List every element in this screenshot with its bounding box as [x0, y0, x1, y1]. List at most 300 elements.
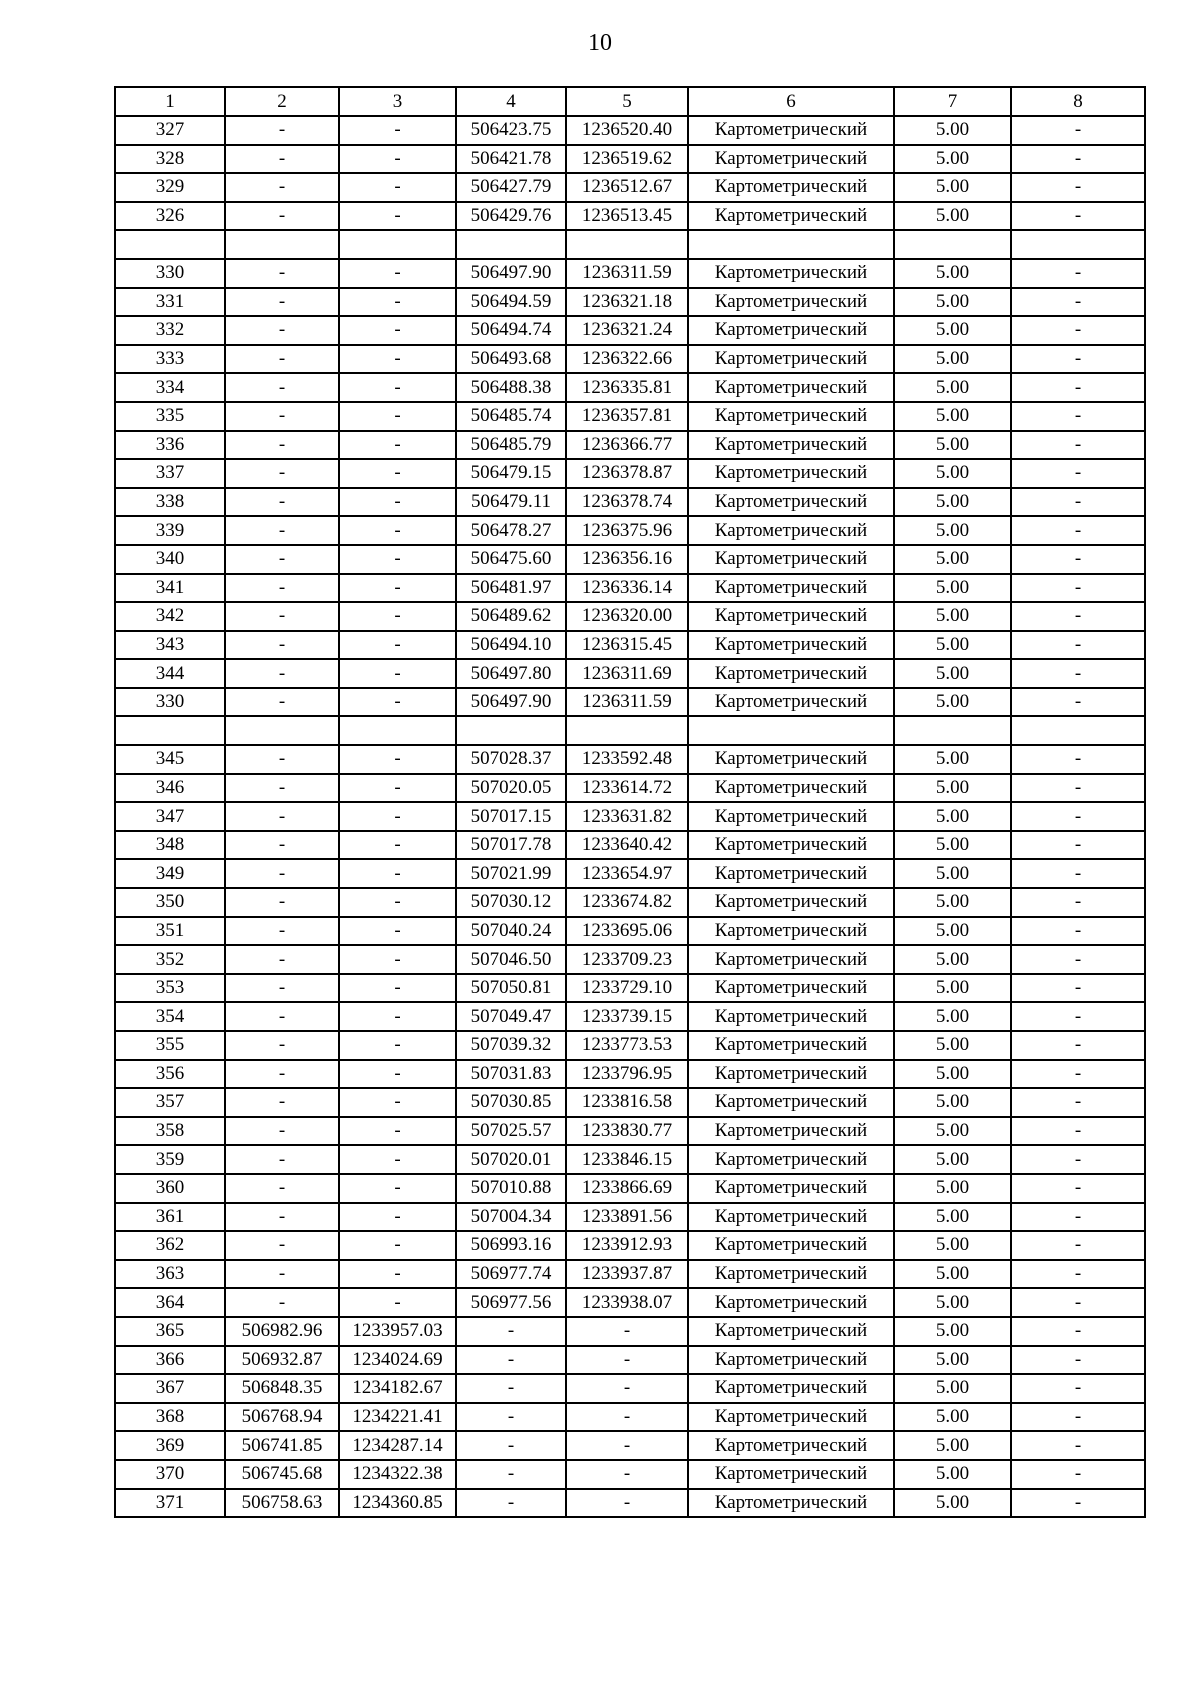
- table-cell: 336: [115, 431, 225, 460]
- table-row: [115, 888, 1145, 917]
- table-cell: 1236315.45: [566, 631, 688, 660]
- table-cell: -: [1011, 431, 1145, 460]
- table-cell: -: [225, 402, 339, 431]
- table-cell: [456, 230, 566, 259]
- table-cell: 506982.96: [225, 1317, 339, 1346]
- table-cell: 349: [115, 859, 225, 888]
- table-cell: 506489.62: [456, 602, 566, 631]
- table-cell: Картометрический: [688, 831, 894, 860]
- table-cell: -: [1011, 116, 1145, 145]
- table-cell: -: [566, 1489, 688, 1518]
- table-cell: -: [339, 631, 456, 660]
- table-cell: -: [1011, 774, 1145, 803]
- table-cell: 1234221.41: [339, 1403, 456, 1432]
- table-cell: 345: [115, 745, 225, 774]
- table-cell: Картометрический: [688, 402, 894, 431]
- table-row: [115, 688, 1145, 717]
- table-row: [115, 1403, 1145, 1432]
- table-cell: -: [339, 831, 456, 860]
- table-cell: 1233846.15: [566, 1145, 688, 1174]
- table-cell: Картометрический: [688, 431, 894, 460]
- table-cell: 5.00: [894, 1260, 1011, 1289]
- table-cell: -: [566, 1403, 688, 1432]
- table-cell: 351: [115, 917, 225, 946]
- table-cell: -: [339, 259, 456, 288]
- table-row: [115, 1260, 1145, 1289]
- table-cell: Картометрический: [688, 631, 894, 660]
- table-cell: -: [339, 945, 456, 974]
- table-cell: -: [1011, 288, 1145, 317]
- table-cell: -: [1011, 1460, 1145, 1489]
- table-cell: 1233695.06: [566, 917, 688, 946]
- table-cell: 507010.88: [456, 1174, 566, 1203]
- table-cell: 507028.37: [456, 745, 566, 774]
- table-cell: 506494.10: [456, 631, 566, 660]
- table-cell: -: [225, 688, 339, 717]
- table-cell: 507049.47: [456, 1002, 566, 1031]
- table-cell: -: [1011, 1174, 1145, 1203]
- table-cell: 5.00: [894, 774, 1011, 803]
- table-row: [115, 431, 1145, 460]
- table-cell: 5.00: [894, 745, 1011, 774]
- table-cell: [566, 716, 688, 745]
- table-cell: 334: [115, 373, 225, 402]
- table-cell: 507030.12: [456, 888, 566, 917]
- coordinates-table: [114, 86, 1146, 1518]
- table-cell: -: [225, 1002, 339, 1031]
- table-cell: 507017.78: [456, 831, 566, 860]
- table-cell: -: [225, 1088, 339, 1117]
- table-cell: -: [456, 1431, 566, 1460]
- table-cell: -: [456, 1460, 566, 1489]
- table-row: [115, 1231, 1145, 1260]
- table-cell: -: [225, 802, 339, 831]
- table-cell: 5.00: [894, 831, 1011, 860]
- table-cell: 330: [115, 259, 225, 288]
- table-cell: Картометрический: [688, 1117, 894, 1146]
- table-cell: -: [1011, 1260, 1145, 1289]
- table-cell: 507025.57: [456, 1117, 566, 1146]
- table-cell: -: [339, 802, 456, 831]
- table-cell: Картометрический: [688, 1288, 894, 1317]
- table-cell: 332: [115, 316, 225, 345]
- table-cell: -: [1011, 259, 1145, 288]
- table-cell: -: [339, 431, 456, 460]
- table-cell: -: [225, 745, 339, 774]
- table-cell: -: [1011, 145, 1145, 174]
- table-cell: Картометрический: [688, 688, 894, 717]
- table-cell: Картометрический: [688, 859, 894, 888]
- table-cell: 5.00: [894, 631, 1011, 660]
- table-cell: 331: [115, 288, 225, 317]
- table-cell: -: [1011, 1288, 1145, 1317]
- table-cell: 5.00: [894, 488, 1011, 517]
- table-cell: -: [339, 602, 456, 631]
- table-row: [115, 459, 1145, 488]
- table-cell: -: [225, 602, 339, 631]
- table-cell: 506768.94: [225, 1403, 339, 1432]
- table-cell: 507031.83: [456, 1060, 566, 1089]
- table-cell: 506429.76: [456, 202, 566, 231]
- table-cell: 5.00: [894, 145, 1011, 174]
- table-cell: -: [1011, 1203, 1145, 1232]
- table-cell: -: [225, 259, 339, 288]
- table-cell: Картометрический: [688, 1031, 894, 1060]
- table-row: [115, 745, 1145, 774]
- table-cell: -: [1011, 545, 1145, 574]
- table-cell: 506485.74: [456, 402, 566, 431]
- table-cell: 335: [115, 402, 225, 431]
- page-number: 10: [588, 30, 612, 56]
- table-cell: 327: [115, 116, 225, 145]
- table-cell: 506475.60: [456, 545, 566, 574]
- table-cell: -: [339, 288, 456, 317]
- table-cell: 5.00: [894, 1431, 1011, 1460]
- table-cell: 1233592.48: [566, 745, 688, 774]
- table-cell: [566, 230, 688, 259]
- table-row: [115, 173, 1145, 202]
- table-cell: 5.00: [894, 1374, 1011, 1403]
- table-cell: 1236378.74: [566, 488, 688, 517]
- table-cell: -: [456, 1317, 566, 1346]
- table-cell: [688, 716, 894, 745]
- table-cell: 1233739.15: [566, 1002, 688, 1031]
- table-cell: 1233830.77: [566, 1117, 688, 1146]
- table-cell: 362: [115, 1231, 225, 1260]
- table-cell: 5.00: [894, 1031, 1011, 1060]
- table-cell: -: [1011, 859, 1145, 888]
- table-cell: -: [1011, 1031, 1145, 1060]
- table-cell: Картометрический: [688, 516, 894, 545]
- table-cell: -: [225, 1145, 339, 1174]
- table-cell: -: [225, 1060, 339, 1089]
- table-cell: 346: [115, 774, 225, 803]
- table-cell: Картометрический: [688, 802, 894, 831]
- table-cell: -: [225, 1174, 339, 1203]
- table-cell: -: [1011, 802, 1145, 831]
- column-header: 4: [456, 87, 566, 116]
- table-cell: Картометрический: [688, 745, 894, 774]
- table-cell: -: [339, 774, 456, 803]
- table-cell: 5.00: [894, 1174, 1011, 1203]
- table-cell: 355: [115, 1031, 225, 1060]
- table-cell: 5.00: [894, 1231, 1011, 1260]
- table-cell: 1233796.95: [566, 1060, 688, 1089]
- table-cell: -: [225, 774, 339, 803]
- table-cell: 506485.79: [456, 431, 566, 460]
- table-cell: -: [225, 345, 339, 374]
- table-cell: [894, 716, 1011, 745]
- table-cell: 341: [115, 574, 225, 603]
- table-cell: -: [1011, 1403, 1145, 1432]
- table-row: [115, 545, 1145, 574]
- table-cell: 1233816.58: [566, 1088, 688, 1117]
- table-cell: 506423.75: [456, 116, 566, 145]
- table-cell: 5.00: [894, 888, 1011, 917]
- table-cell: 356: [115, 1060, 225, 1089]
- table-cell: -: [339, 316, 456, 345]
- table-cell: Картометрический: [688, 1460, 894, 1489]
- table-cell: -: [225, 431, 339, 460]
- table-cell: [225, 230, 339, 259]
- table-cell: 354: [115, 1002, 225, 1031]
- table-cell: -: [1011, 602, 1145, 631]
- table-cell: -: [456, 1489, 566, 1518]
- table-row: [115, 974, 1145, 1003]
- table-cell: Картометрический: [688, 373, 894, 402]
- table-cell: 5.00: [894, 1117, 1011, 1146]
- table-cell: 5.00: [894, 1088, 1011, 1117]
- table-cell: Картометрический: [688, 316, 894, 345]
- table-row: [115, 516, 1145, 545]
- table-cell: 5.00: [894, 659, 1011, 688]
- table-cell: -: [225, 631, 339, 660]
- table-cell: -: [225, 202, 339, 231]
- table-cell: -: [456, 1374, 566, 1403]
- table-row: [115, 1145, 1145, 1174]
- table-cell: -: [1011, 631, 1145, 660]
- table-cell: 1236311.59: [566, 688, 688, 717]
- table-cell: 363: [115, 1260, 225, 1289]
- table-cell: 357: [115, 1088, 225, 1117]
- table-cell: -: [225, 459, 339, 488]
- table-cell: 5.00: [894, 1460, 1011, 1489]
- table-cell: Картометрический: [688, 1174, 894, 1203]
- table-cell: -: [1011, 202, 1145, 231]
- table-cell: 5.00: [894, 1060, 1011, 1089]
- table-cell: 1233640.42: [566, 831, 688, 860]
- table-cell: 506493.68: [456, 345, 566, 374]
- table-cell: 1233631.82: [566, 802, 688, 831]
- table-cell: -: [1011, 345, 1145, 374]
- table-cell: -: [1011, 1489, 1145, 1518]
- table-cell: Картометрический: [688, 602, 894, 631]
- table-cell: 361: [115, 1203, 225, 1232]
- table-cell: -: [225, 173, 339, 202]
- table-cell: 5.00: [894, 516, 1011, 545]
- table-cell: -: [339, 545, 456, 574]
- table-cell: 5.00: [894, 1203, 1011, 1232]
- table-cell: -: [339, 173, 456, 202]
- table-cell: 338: [115, 488, 225, 517]
- table-cell: Картометрический: [688, 574, 894, 603]
- table-row: [115, 602, 1145, 631]
- table-cell: -: [225, 145, 339, 174]
- table-cell: 5.00: [894, 602, 1011, 631]
- table-cell: 1233957.03: [339, 1317, 456, 1346]
- table-row: [115, 917, 1145, 946]
- table-cell: 358: [115, 1117, 225, 1146]
- table-row: [115, 1374, 1145, 1403]
- column-header: 6: [688, 87, 894, 116]
- table-cell: -: [225, 945, 339, 974]
- table-cell: -: [339, 745, 456, 774]
- table-row: [115, 1031, 1145, 1060]
- table-cell: 5.00: [894, 116, 1011, 145]
- table-cell: -: [339, 1260, 456, 1289]
- table-cell: -: [339, 859, 456, 888]
- table-cell: 1236378.87: [566, 459, 688, 488]
- table-cell: Картометрический: [688, 1374, 894, 1403]
- table-row: [115, 1346, 1145, 1375]
- table-cell: 506758.63: [225, 1489, 339, 1518]
- table-cell: -: [225, 373, 339, 402]
- table-row: [115, 259, 1145, 288]
- table-cell: 1236520.40: [566, 116, 688, 145]
- table-cell: 506977.56: [456, 1288, 566, 1317]
- table-cell: 507046.50: [456, 945, 566, 974]
- table-cell: -: [339, 659, 456, 688]
- table-cell: 507020.01: [456, 1145, 566, 1174]
- table-cell: 364: [115, 1288, 225, 1317]
- table-cell: -: [1011, 173, 1145, 202]
- table-row: [115, 116, 1145, 145]
- table-cell: 5.00: [894, 802, 1011, 831]
- table-row: [115, 574, 1145, 603]
- table-cell: [456, 716, 566, 745]
- table-cell: 506494.74: [456, 316, 566, 345]
- table-cell: 5.00: [894, 945, 1011, 974]
- column-header: 1: [115, 87, 225, 116]
- table-row: [115, 802, 1145, 831]
- table-cell: -: [339, 1088, 456, 1117]
- table-cell: -: [339, 202, 456, 231]
- table-cell: Картометрический: [688, 917, 894, 946]
- table-cell: [1011, 716, 1145, 745]
- table-cell: 350: [115, 888, 225, 917]
- table-cell: 359: [115, 1145, 225, 1174]
- table-cell: 330: [115, 688, 225, 717]
- table-cell: 347: [115, 802, 225, 831]
- table-cell: 5.00: [894, 259, 1011, 288]
- table-cell: -: [1011, 1145, 1145, 1174]
- table-cell: 366: [115, 1346, 225, 1375]
- table-body: [115, 116, 1145, 1517]
- table-cell: 352: [115, 945, 225, 974]
- table-cell: -: [225, 516, 339, 545]
- table-cell: -: [225, 1031, 339, 1060]
- table-cell: -: [339, 373, 456, 402]
- table-cell: 5.00: [894, 1002, 1011, 1031]
- table-cell: 326: [115, 202, 225, 231]
- table-cell: 1233674.82: [566, 888, 688, 917]
- table-row: [115, 345, 1145, 374]
- table-cell: 333: [115, 345, 225, 374]
- table-cell: -: [339, 1117, 456, 1146]
- table-row: [115, 631, 1145, 660]
- table-cell: 1233654.97: [566, 859, 688, 888]
- table-cell: -: [225, 488, 339, 517]
- table-cell: 1234360.85: [339, 1489, 456, 1518]
- table-cell: 342: [115, 602, 225, 631]
- table-cell: -: [225, 288, 339, 317]
- table-row: [115, 373, 1145, 402]
- table-cell: 5.00: [894, 574, 1011, 603]
- table-cell: -: [1011, 659, 1145, 688]
- table-cell: 371: [115, 1489, 225, 1518]
- table-cell: -: [1011, 974, 1145, 1003]
- table-cell: Картометрический: [688, 1431, 894, 1460]
- table-cell: Картометрический: [688, 1145, 894, 1174]
- table-cell: -: [339, 574, 456, 603]
- table-cell: 5.00: [894, 859, 1011, 888]
- table-cell: -: [339, 688, 456, 717]
- table-cell: -: [339, 1174, 456, 1203]
- table-cell: -: [225, 545, 339, 574]
- table-cell: -: [1011, 1060, 1145, 1089]
- table-cell: -: [339, 1031, 456, 1060]
- table-cell: 353: [115, 974, 225, 1003]
- table-cell: Картометрический: [688, 488, 894, 517]
- table-cell: -: [1011, 1117, 1145, 1146]
- table-cell: 1233773.53: [566, 1031, 688, 1060]
- table-row: [115, 230, 1145, 259]
- table-cell: -: [339, 974, 456, 1003]
- column-header: 8: [1011, 87, 1145, 116]
- table-row: [115, 402, 1145, 431]
- table-cell: 1236336.14: [566, 574, 688, 603]
- table-row: [115, 145, 1145, 174]
- table-cell: 506479.15: [456, 459, 566, 488]
- table-cell: 5.00: [894, 1288, 1011, 1317]
- table-cell: -: [339, 145, 456, 174]
- table-cell: 1233866.69: [566, 1174, 688, 1203]
- table-cell: 5.00: [894, 316, 1011, 345]
- table-cell: 1233729.10: [566, 974, 688, 1003]
- table-cell: 5.00: [894, 202, 1011, 231]
- table-cell: 1236375.96: [566, 516, 688, 545]
- table-cell: -: [339, 488, 456, 517]
- table-cell: -: [1011, 945, 1145, 974]
- table-cell: -: [1011, 1374, 1145, 1403]
- table-cell: -: [1011, 1317, 1145, 1346]
- table-row: [115, 945, 1145, 974]
- table-cell: 507021.99: [456, 859, 566, 888]
- table-cell: 1234182.67: [339, 1374, 456, 1403]
- table-cell: -: [1011, 516, 1145, 545]
- table-cell: 365: [115, 1317, 225, 1346]
- table-cell: 506993.16: [456, 1231, 566, 1260]
- table-cell: Картометрический: [688, 945, 894, 974]
- table-cell: Картометрический: [688, 1088, 894, 1117]
- table-cell: -: [1011, 488, 1145, 517]
- table-cell: -: [339, 888, 456, 917]
- table-cell: Картометрический: [688, 1002, 894, 1031]
- column-header: 2: [225, 87, 339, 116]
- table-cell: 5.00: [894, 545, 1011, 574]
- table-cell: -: [339, 1231, 456, 1260]
- table-cell: 1236513.45: [566, 202, 688, 231]
- table-cell: -: [1011, 459, 1145, 488]
- table-cell: 340: [115, 545, 225, 574]
- table-cell: 343: [115, 631, 225, 660]
- table-cell: -: [1011, 688, 1145, 717]
- table-cell: 1236366.77: [566, 431, 688, 460]
- table-cell: 1236321.24: [566, 316, 688, 345]
- table-cell: [115, 230, 225, 259]
- table-cell: Картометрический: [688, 545, 894, 574]
- table-cell: 1236519.62: [566, 145, 688, 174]
- table-cell: 507004.34: [456, 1203, 566, 1232]
- table-cell: Картометрический: [688, 1203, 894, 1232]
- table-cell: -: [566, 1346, 688, 1375]
- table-cell: [688, 230, 894, 259]
- table-cell: [1011, 230, 1145, 259]
- table-cell: -: [225, 574, 339, 603]
- table-cell: Картометрический: [688, 202, 894, 231]
- table-cell: -: [1011, 402, 1145, 431]
- table-cell: -: [566, 1431, 688, 1460]
